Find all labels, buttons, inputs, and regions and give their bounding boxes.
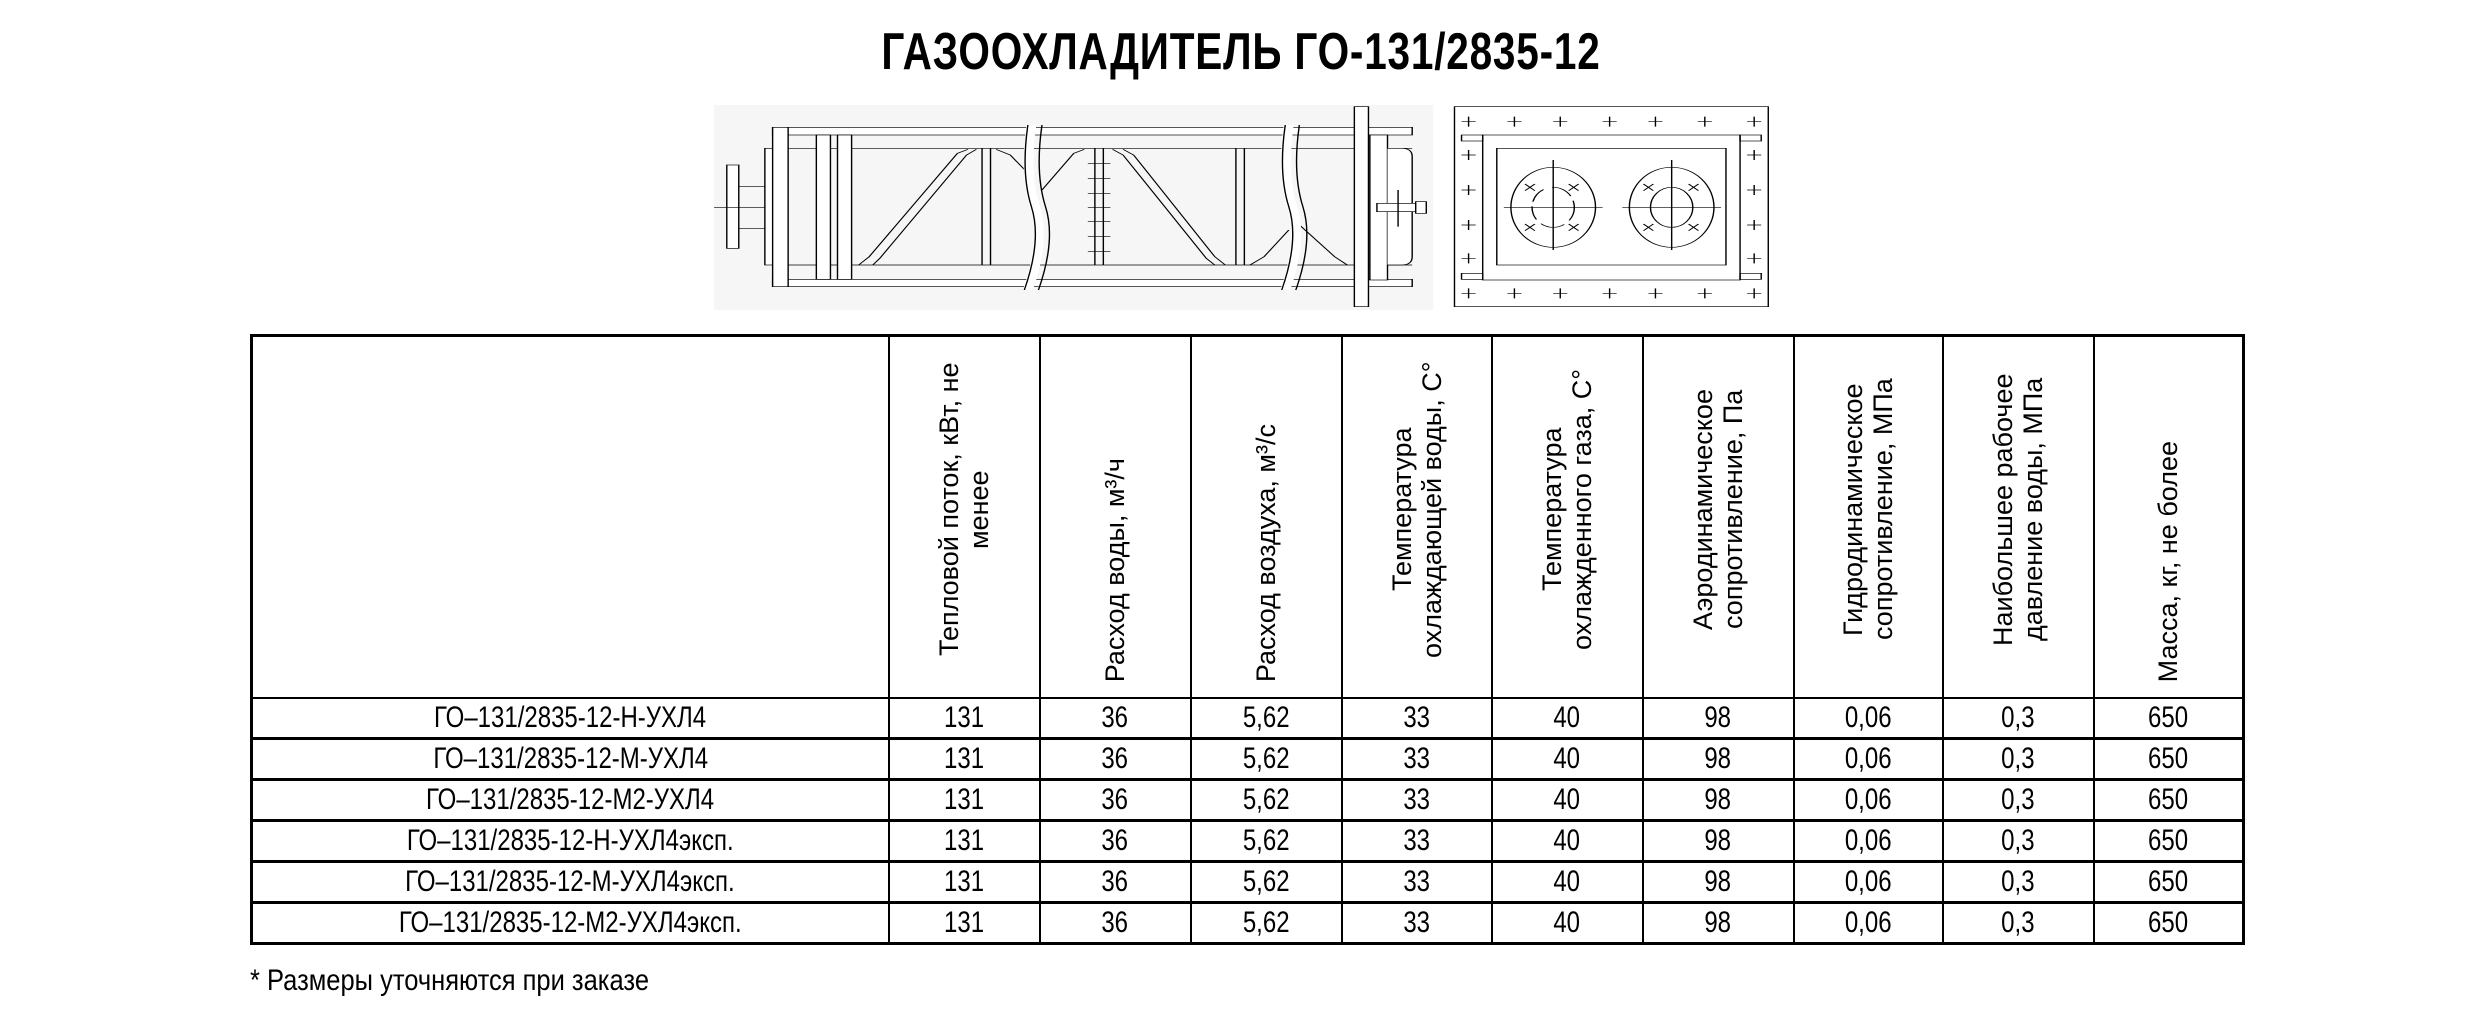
table-row <box>252 862 2244 903</box>
cell-text: ГО–131/2835-12-Н-УХЛ4эксп. <box>406 824 734 857</box>
value-cell <box>1643 862 1794 903</box>
value-cell <box>1492 780 1643 821</box>
value-cell <box>1794 821 1943 862</box>
value-cell <box>1040 862 1191 903</box>
specifications-table <box>250 334 2245 945</box>
table-header-row <box>252 336 2244 699</box>
value-cell <box>1492 862 1643 903</box>
value-cell <box>2094 821 2244 862</box>
value-cell <box>1040 903 1191 944</box>
table-row <box>252 780 2244 821</box>
cell-text: 0,3 <box>2001 824 2035 857</box>
value-cell <box>1342 739 1492 780</box>
model-cell <box>252 698 889 739</box>
value-cell <box>1191 780 1342 821</box>
value-cell <box>1643 903 1794 944</box>
value-cell <box>1943 698 2094 739</box>
cell-text: 36 <box>1101 742 1129 775</box>
value-cell <box>889 780 1040 821</box>
cell-text: 131 <box>943 783 985 816</box>
value-cell <box>1191 903 1342 944</box>
value-cell <box>2094 903 2244 944</box>
cell-text: ГО–131/2835-12-М2-УХЛ4 <box>426 783 715 816</box>
value-cell <box>889 903 1040 944</box>
model-cell <box>252 862 889 903</box>
header-cooled-gas-temp: Температура охлажденного газа, С° <box>1492 336 1643 699</box>
cell-text: 33 <box>1403 783 1430 816</box>
gas-cooler-drawing <box>700 90 1800 330</box>
value-cell <box>889 862 1040 903</box>
value-cell <box>1342 780 1492 821</box>
value-cell <box>1943 862 2094 903</box>
header-hydro-resistance: Гидродинамическое сопротивление, МПа <box>1794 336 1943 699</box>
cell-text: 98 <box>1704 906 1732 939</box>
value-cell <box>1191 862 1342 903</box>
cell-text: 36 <box>1101 783 1129 816</box>
header-aero-resistance: Аэродинамическое сопротивление, Па <box>1643 336 1794 699</box>
cell-text: 5,62 <box>1242 865 1290 898</box>
value-cell <box>1191 698 1342 739</box>
cell-text: 0,3 <box>2001 906 2035 939</box>
cell-text: ГО–131/2835-12-М-УХЛ4эксп. <box>405 865 735 898</box>
cell-text: 0,3 <box>2001 701 2035 734</box>
value-cell <box>1643 780 1794 821</box>
cell-text: 36 <box>1101 701 1129 734</box>
value-cell <box>2094 862 2244 903</box>
cell-text: 131 <box>943 865 985 898</box>
cell-text: 0,06 <box>1844 783 1892 816</box>
footnote: * Размеры уточняются при заказе <box>250 964 650 997</box>
model-cell <box>252 903 889 944</box>
value-cell <box>1943 739 2094 780</box>
value-cell <box>889 698 1040 739</box>
cell-text: ГО–131/2835-12-М-УХЛ4 <box>432 742 708 775</box>
cell-text: 98 <box>1704 783 1732 816</box>
cell-text: 36 <box>1101 906 1129 939</box>
cell-text: ГО–131/2835-12-Н-УХЛ4 <box>434 701 707 734</box>
cell-text: 0,06 <box>1844 865 1892 898</box>
cell-text: 650 <box>2148 824 2189 857</box>
cell-text: 131 <box>943 701 985 734</box>
header-mass: Масса, кг, не более <box>2094 336 2244 699</box>
model-cell <box>252 739 889 780</box>
cell-text: 33 <box>1403 824 1430 857</box>
cell-text: 98 <box>1704 824 1732 857</box>
value-cell <box>1492 821 1643 862</box>
table-row <box>252 821 2244 862</box>
cell-text: 36 <box>1101 865 1129 898</box>
cell-text: 650 <box>2148 906 2189 939</box>
cell-text: 0,3 <box>2001 865 2035 898</box>
cell-text: 131 <box>943 742 985 775</box>
cell-text: 0,3 <box>2001 742 2035 775</box>
cell-text: 40 <box>1553 906 1581 939</box>
value-cell <box>1794 903 1943 944</box>
cell-text: 40 <box>1553 742 1581 775</box>
cell-text: 40 <box>1553 783 1581 816</box>
value-cell <box>1191 739 1342 780</box>
cell-text: 98 <box>1704 701 1732 734</box>
value-cell <box>1943 780 2094 821</box>
cell-text: 98 <box>1704 865 1732 898</box>
value-cell <box>1342 698 1492 739</box>
cell-text: ГО–131/2835-12-М2-УХЛ4эксп. <box>398 906 742 939</box>
cell-text: 0,06 <box>1844 701 1892 734</box>
cell-text: 98 <box>1704 742 1732 775</box>
cell-text: 131 <box>943 824 985 857</box>
model-cell <box>252 780 889 821</box>
value-cell <box>1040 780 1191 821</box>
cell-text: 5,62 <box>1242 701 1290 734</box>
cell-text: 0,06 <box>1844 824 1892 857</box>
cell-text: 650 <box>2148 742 2189 775</box>
value-cell <box>1040 698 1191 739</box>
cell-text: 33 <box>1403 906 1430 939</box>
cell-text: 36 <box>1101 824 1129 857</box>
value-cell <box>1492 903 1643 944</box>
cell-text: 33 <box>1403 742 1430 775</box>
header-air-flow: Расход воздуха, м³/с <box>1191 336 1342 699</box>
cell-text: 131 <box>943 906 985 939</box>
value-cell <box>1492 698 1643 739</box>
header-max-pressure: Наибольшее рабочее давление воды, МПа <box>1943 336 2094 699</box>
value-cell <box>1794 739 1943 780</box>
value-cell <box>1794 698 1943 739</box>
value-cell <box>2094 780 2244 821</box>
table-row <box>252 739 2244 780</box>
value-cell <box>1643 821 1794 862</box>
cell-text: 0,06 <box>1844 906 1892 939</box>
value-cell <box>889 821 1040 862</box>
header-water-flow: Расход воды, м³/ч <box>1040 336 1191 699</box>
cell-text: 5,62 <box>1242 783 1290 816</box>
value-cell <box>1794 862 1943 903</box>
value-cell <box>1643 739 1794 780</box>
header-cooling-water-temp: Температура охлаждающей воды, С° <box>1342 336 1492 699</box>
header-heat-flow: Тепловой поток, кВт, не менее <box>889 336 1040 699</box>
page-title: ГАЗООХЛАДИТЕЛЬ ГО-131/2835-12 <box>880 23 1601 81</box>
cell-text: 5,62 <box>1242 906 1290 939</box>
value-cell <box>1342 862 1492 903</box>
cell-text: 40 <box>1553 701 1581 734</box>
value-cell <box>1643 698 1794 739</box>
value-cell <box>1040 821 1191 862</box>
value-cell <box>889 739 1040 780</box>
cell-text: 650 <box>2148 783 2189 816</box>
cell-text: 40 <box>1553 824 1581 857</box>
cell-text: 0,06 <box>1844 742 1892 775</box>
cell-text: 0,3 <box>2001 783 2035 816</box>
model-cell <box>252 821 889 862</box>
cell-text: 40 <box>1553 865 1581 898</box>
value-cell <box>1492 739 1643 780</box>
value-cell <box>2094 698 2244 739</box>
value-cell <box>1943 821 2094 862</box>
value-cell <box>1191 821 1342 862</box>
value-cell <box>2094 739 2244 780</box>
value-cell <box>1342 821 1492 862</box>
cell-text: 650 <box>2148 701 2189 734</box>
cell-text: 33 <box>1403 701 1430 734</box>
table-row <box>252 698 2244 739</box>
value-cell <box>1342 903 1492 944</box>
header-model <box>252 336 889 699</box>
value-cell <box>1040 739 1191 780</box>
table-row <box>252 903 2244 944</box>
cell-text: 650 <box>2148 865 2189 898</box>
value-cell <box>1794 780 1943 821</box>
cell-text: 33 <box>1403 865 1430 898</box>
cell-text: 5,62 <box>1242 742 1290 775</box>
value-cell <box>1943 903 2094 944</box>
cell-text: 5,62 <box>1242 824 1290 857</box>
